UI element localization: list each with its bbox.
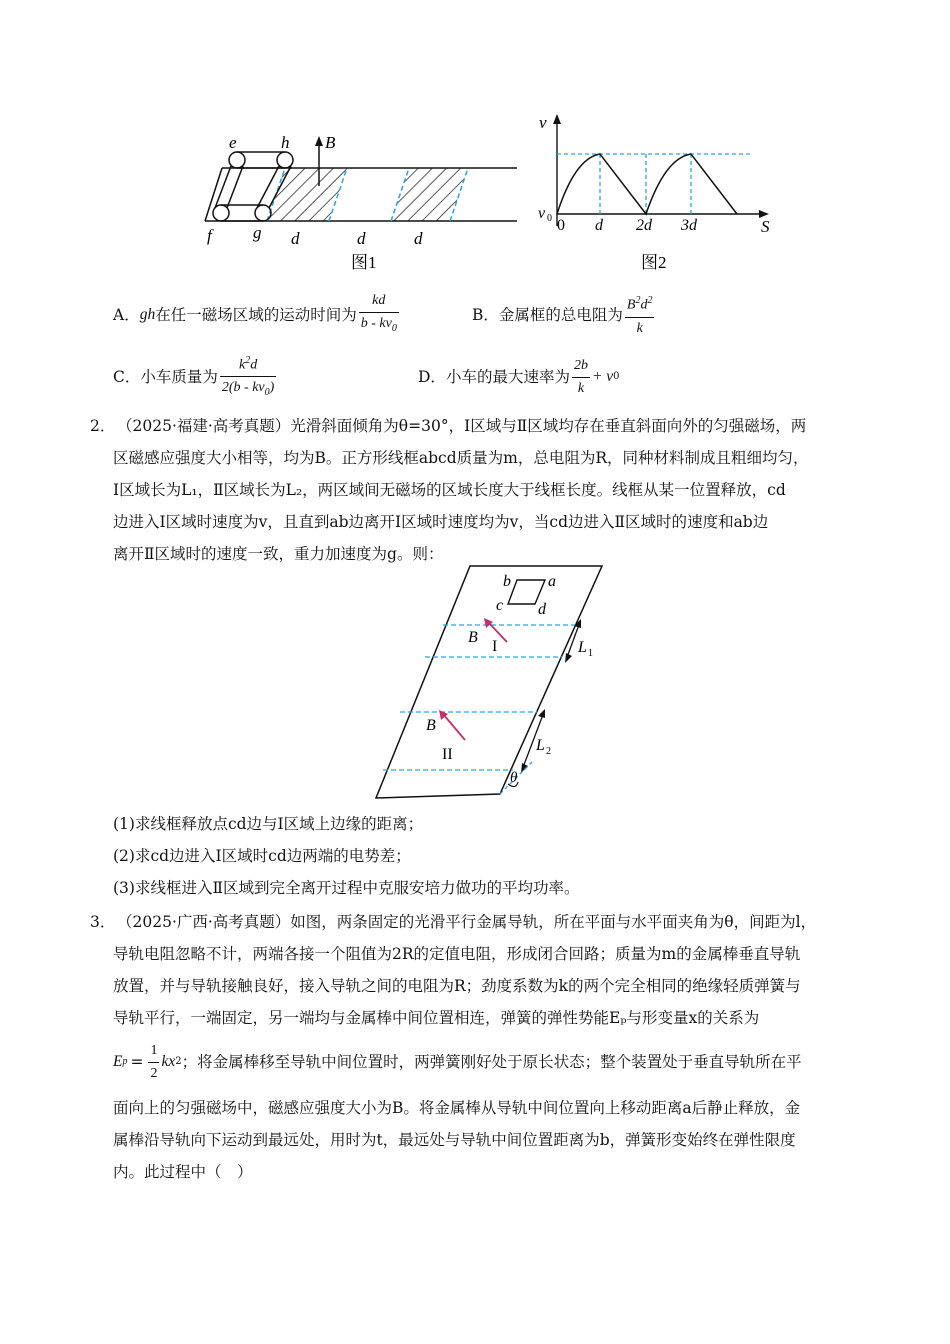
graph-tick-d: d [595,217,603,234]
option-b-num-b: B [626,297,636,313]
q3-line-5 [113,1038,802,1086]
field-region-2 [391,168,468,221]
q2-number: 2． [90,417,116,435]
option-d-tail: + v [591,368,614,385]
option-a-numerator: kd [359,291,399,313]
option-c-num-k: k [239,357,246,373]
label-g: g [253,223,262,242]
label-frame-d: d [538,601,546,618]
graph-label-v0-sub: 0 [547,213,552,224]
figure-track-and-graph [195,108,785,283]
label-region-1: I [492,638,498,655]
option-b-text: 金属框的总电阻为 [498,306,623,324]
option-d-label: D． [418,368,446,386]
q2-line-1: （2025·福建·高考真题）光滑斜面倾角为θ=30°，Ⅰ区域与Ⅱ区域均存在垂直斜面向外的匀强磁场，两 [117,417,807,435]
q3-line-7: 属棒沿导轨向下运动到最远处，用时为t，最远处与导轨中间位置距离为b，弹簧形变始终在弹性限度 [113,1131,796,1149]
graph-tick-3d: 3d [681,217,697,234]
option-d [418,352,620,402]
q3-number: 3． [90,913,116,931]
option-b-num-sup1: 2 [635,295,641,307]
label-d-1: d [291,229,300,248]
option-b-num-d: d [640,297,648,313]
label-l2-sub: 2 [546,746,551,757]
label-b: B [325,133,336,152]
graph-label-v0: v [538,205,546,222]
q2-line-3: Ⅰ区域长为L₁，Ⅱ区域长为L₂，两区域间无磁场的区域长度大于线框长度。线框从某一位置释放，cd [113,481,786,499]
label-frame-b: b [503,573,511,590]
q3-line-1: （2025·广西·高考真题）如图，两条固定的光滑平行金属导轨，所在平面与水平面夹角为θ，间距为l， [117,913,817,931]
label-field-1: B [468,629,478,646]
q2-sub-2: (2)求cd边进入Ⅰ区域时cd边两端的电势差； [113,847,411,865]
label-l2: L [536,737,545,754]
option-c-num-sup: 2 [245,354,251,366]
q2-line-5: 离开Ⅱ区域时的速度一致，重力加速度为g。则： [113,545,444,563]
label-d-3: d [414,229,423,248]
option-a-fraction [359,291,399,339]
option-a-denominator: b - kv [360,316,392,332]
option-c-fraction [220,351,276,403]
field-arrow-region-2 [443,714,465,740]
figure-caption-2: 图2 [641,253,667,272]
field-region-1 [267,168,347,221]
option-c-text: 小车质量为 [140,368,218,386]
q3-formula-fraction [148,1041,159,1084]
option-c-den-end: ) [269,380,275,396]
option-a-den-sub: 0 [391,322,397,334]
q3-line-3: 放置，并与导轨接触良好，接入导轨之间的电阻为R；劲度系数为k的两个完全相同的绝缘轻质弹簧与 [113,977,801,995]
figure-incline-regions [370,562,610,802]
field-arrow-region-1 [488,622,507,642]
graph-label-v: v [539,113,547,132]
q2-line-2: 区磁感应强度大小相等，均为B。正方形线框abcd质量为m，总电阻为R，同种材料制成且粗细均匀， [113,449,809,467]
figure-caption-1: 图1 [351,253,377,272]
label-d-2: d [357,229,366,248]
option-b-denominator: k [636,320,643,336]
q3-line-2: 导轨电阻忽略不计，两端各接一个阻值为2R的定值电阻，形成闭合回路；质量为m的金属棒垂直导轨 [113,945,801,963]
q3-line-6: 面向上的匀强磁场中，磁感应强度大小为B。将金属棒从导轨中间位置向上移动距离a后静止释放，金 [113,1099,801,1117]
option-d-text: 小车的最大速率为 [445,368,570,386]
option-d-fraction [572,356,590,399]
q3-line-8: 内。此过程中（ ） [113,1163,253,1181]
graph-v-s-curve [557,154,737,214]
option-d-denominator: k [577,380,585,396]
q3-formula-rhs: kx [161,1053,176,1070]
option-a-var: gh [139,306,156,323]
option-d-tail-sub: 0 [613,371,620,382]
label-f: f [207,226,212,245]
q3-formula-eq: = [130,1053,144,1071]
q2-sub-3: (3)求线框进入Ⅱ区域到完全离开过程中克服安培力做功的平均功率。 [113,879,580,897]
q3-formula-lhs: E [113,1053,123,1070]
label-h: h [281,133,290,152]
q3-formula-lhs-sub: p [122,1056,128,1067]
option-c [113,352,278,402]
incline-plane [376,566,602,798]
option-b-label: B． [472,306,499,324]
graph-tick-2d: 2d [636,217,652,234]
label-frame-a: a [548,573,556,590]
option-c-den-sub: 0 [264,387,270,399]
option-d-numerator: 2b [572,356,590,378]
q3-line-5-rest: ；将金属棒移至导轨中间位置时，两弹簧刚好处于原长状态；整个装置处于垂直导轨所在平 [181,1053,802,1071]
option-c-denominator: 2(b - kv [221,380,265,396]
option-b [472,290,656,340]
q3-formula-den: 2 [150,1065,158,1081]
option-b-num-sup2: 2 [647,295,653,307]
q3-line-4: 导轨平行，一端固定，另一端均与金属棒中间位置相连，弹簧的弹性势能Eₚ与形变量x的关系为 [113,1009,760,1027]
label-l1-sub: 1 [588,648,593,659]
label-e: e [229,133,237,152]
option-c-num-d: d [250,357,258,373]
option-a-label: A． [113,306,140,324]
label-frame-c: c [496,597,504,614]
option-c-label: C． [113,368,141,386]
label-region-2: II [442,746,453,763]
option-a [113,290,401,340]
label-theta: θ [510,770,518,786]
q2-sub-1: (1)求线框释放点cd边与Ⅰ区域上边缘的距离； [113,815,424,833]
option-b-fraction [625,291,655,339]
q3-formula-num: 1 [148,1041,159,1063]
q3-formula-rhs-sup: 2 [175,1056,182,1067]
option-a-text: 在任一磁场区域的运动时间为 [155,306,357,324]
label-field-2: B [426,717,436,734]
graph-tick-0: 0 [557,217,565,234]
label-l1: L [578,639,587,656]
graph-label-s: S [761,217,770,236]
q2-line-4: 边进入Ⅰ区域时速度为v，且直到ab边离开Ⅰ区域时速度均为v，当cd边进入Ⅱ区域时的速度和ab边 [113,513,769,531]
